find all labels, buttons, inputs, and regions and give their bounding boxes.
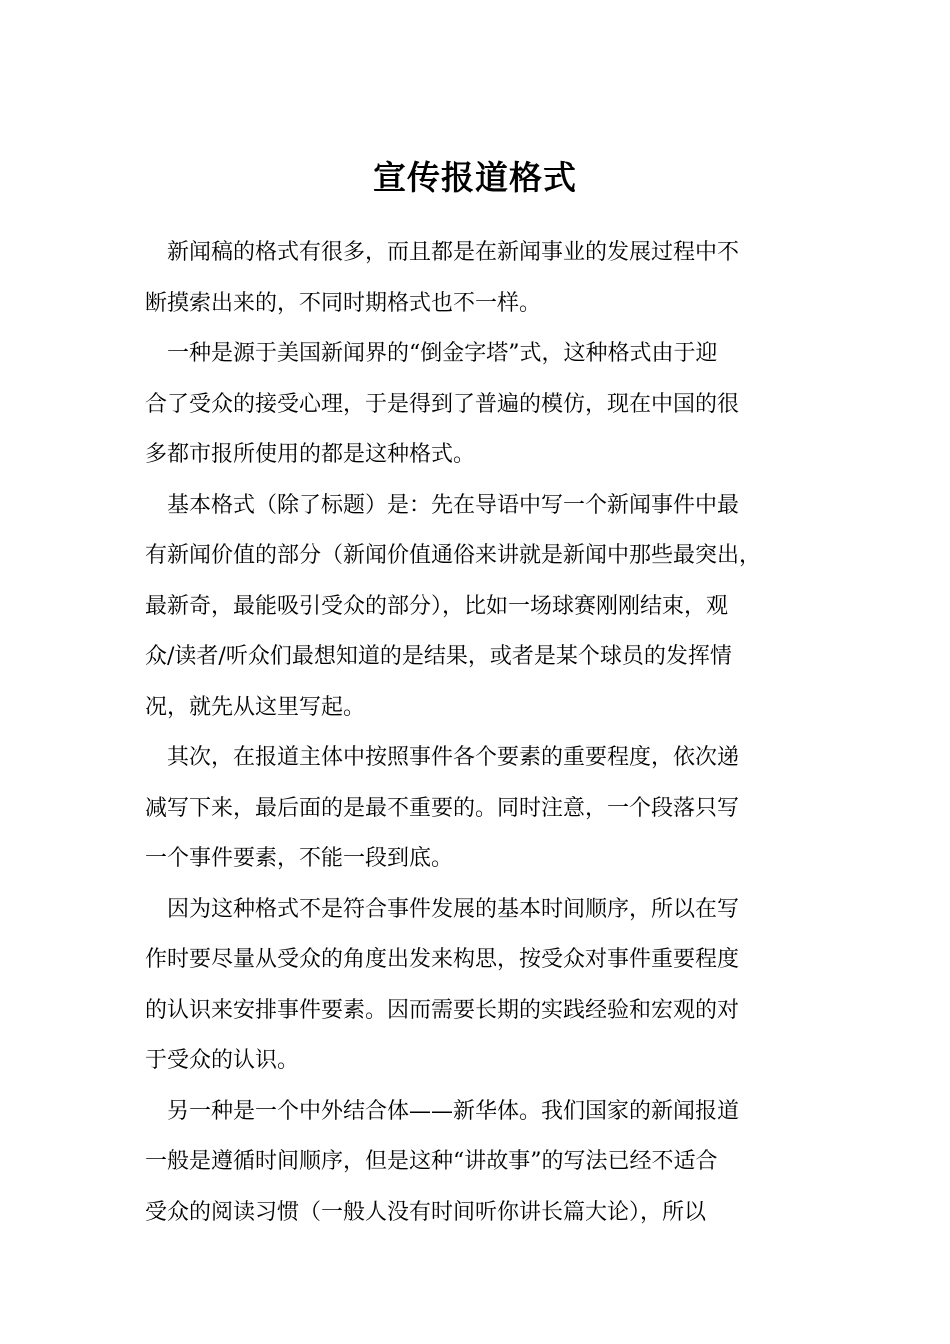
- paragraph-5: [145, 885, 813, 1087]
- text-line: 一个事件要素，不能一段到底。: [145, 846, 454, 871]
- document-title: 宣传报道格式: [373, 158, 577, 197]
- paragraph-3: [145, 481, 813, 734]
- text-line: 新闻稿的格式有很多，而且都是在新闻事业的发展过程中不: [167, 240, 740, 265]
- document-body: [145, 228, 813, 1238]
- text-line: 有新闻价值的部分（新闻价值通俗来讲就是新闻中那些最突出，: [145, 543, 762, 568]
- text-line: 基本格式（除了标题）是：先在导语中写一个新闻事件中最: [167, 492, 740, 518]
- text-line: 作时要尽量从受众的角度出发来构思，按受众对事件重要程度: [145, 947, 740, 972]
- paragraph-4: [145, 733, 813, 885]
- text-line: 一种是源于美国新闻界的“倒金字塔”式，这种格式由于迎: [167, 341, 718, 366]
- paragraph-6: [145, 1087, 813, 1239]
- text-line: 断摸索出来的，不同时期格式也不一样。: [145, 290, 542, 316]
- text-line: 最新奇，最能吸引受众的部分），比如一场球赛刚刚结束，观: [145, 593, 729, 619]
- paragraph-1: [145, 228, 813, 329]
- text-line: 减写下来，最后面的是最不重要的。同时注意，一个段落只写: [145, 795, 740, 821]
- text-line: 合了受众的接受心理，于是得到了普遍的模仿，现在中国的很: [145, 391, 740, 417]
- text-line: 一般是遵循时间顺序，但是这种“讲故事”的写法已经不适合: [145, 1149, 718, 1174]
- text-line: 况，就先从这里写起。: [145, 694, 366, 720]
- text-line: 另一种是一个中外结合体——新华体。我们国家的新闻报道: [167, 1098, 740, 1124]
- text-line: 众/读者/听众们最想知道的是结果，或者是某个球员的发挥情: [145, 644, 732, 669]
- text-line: 因为这种格式不是符合事件发展的基本时间顺序，所以在写: [167, 896, 740, 922]
- text-line: 的认识来安排事件要素。因而需要长期的实践经验和宏观的对: [145, 997, 740, 1023]
- text-line: 其次，在报道主体中按照事件各个要素的重要程度，依次递: [167, 745, 740, 770]
- text-line: 于受众的认识。: [145, 1048, 300, 1073]
- text-line: 受众的阅读习惯（一般人没有时间听你讲长篇大论），所以: [145, 1199, 707, 1225]
- text-line: 多都市报所使用的都是这种格式。: [145, 442, 476, 467]
- paragraph-2: [145, 329, 813, 481]
